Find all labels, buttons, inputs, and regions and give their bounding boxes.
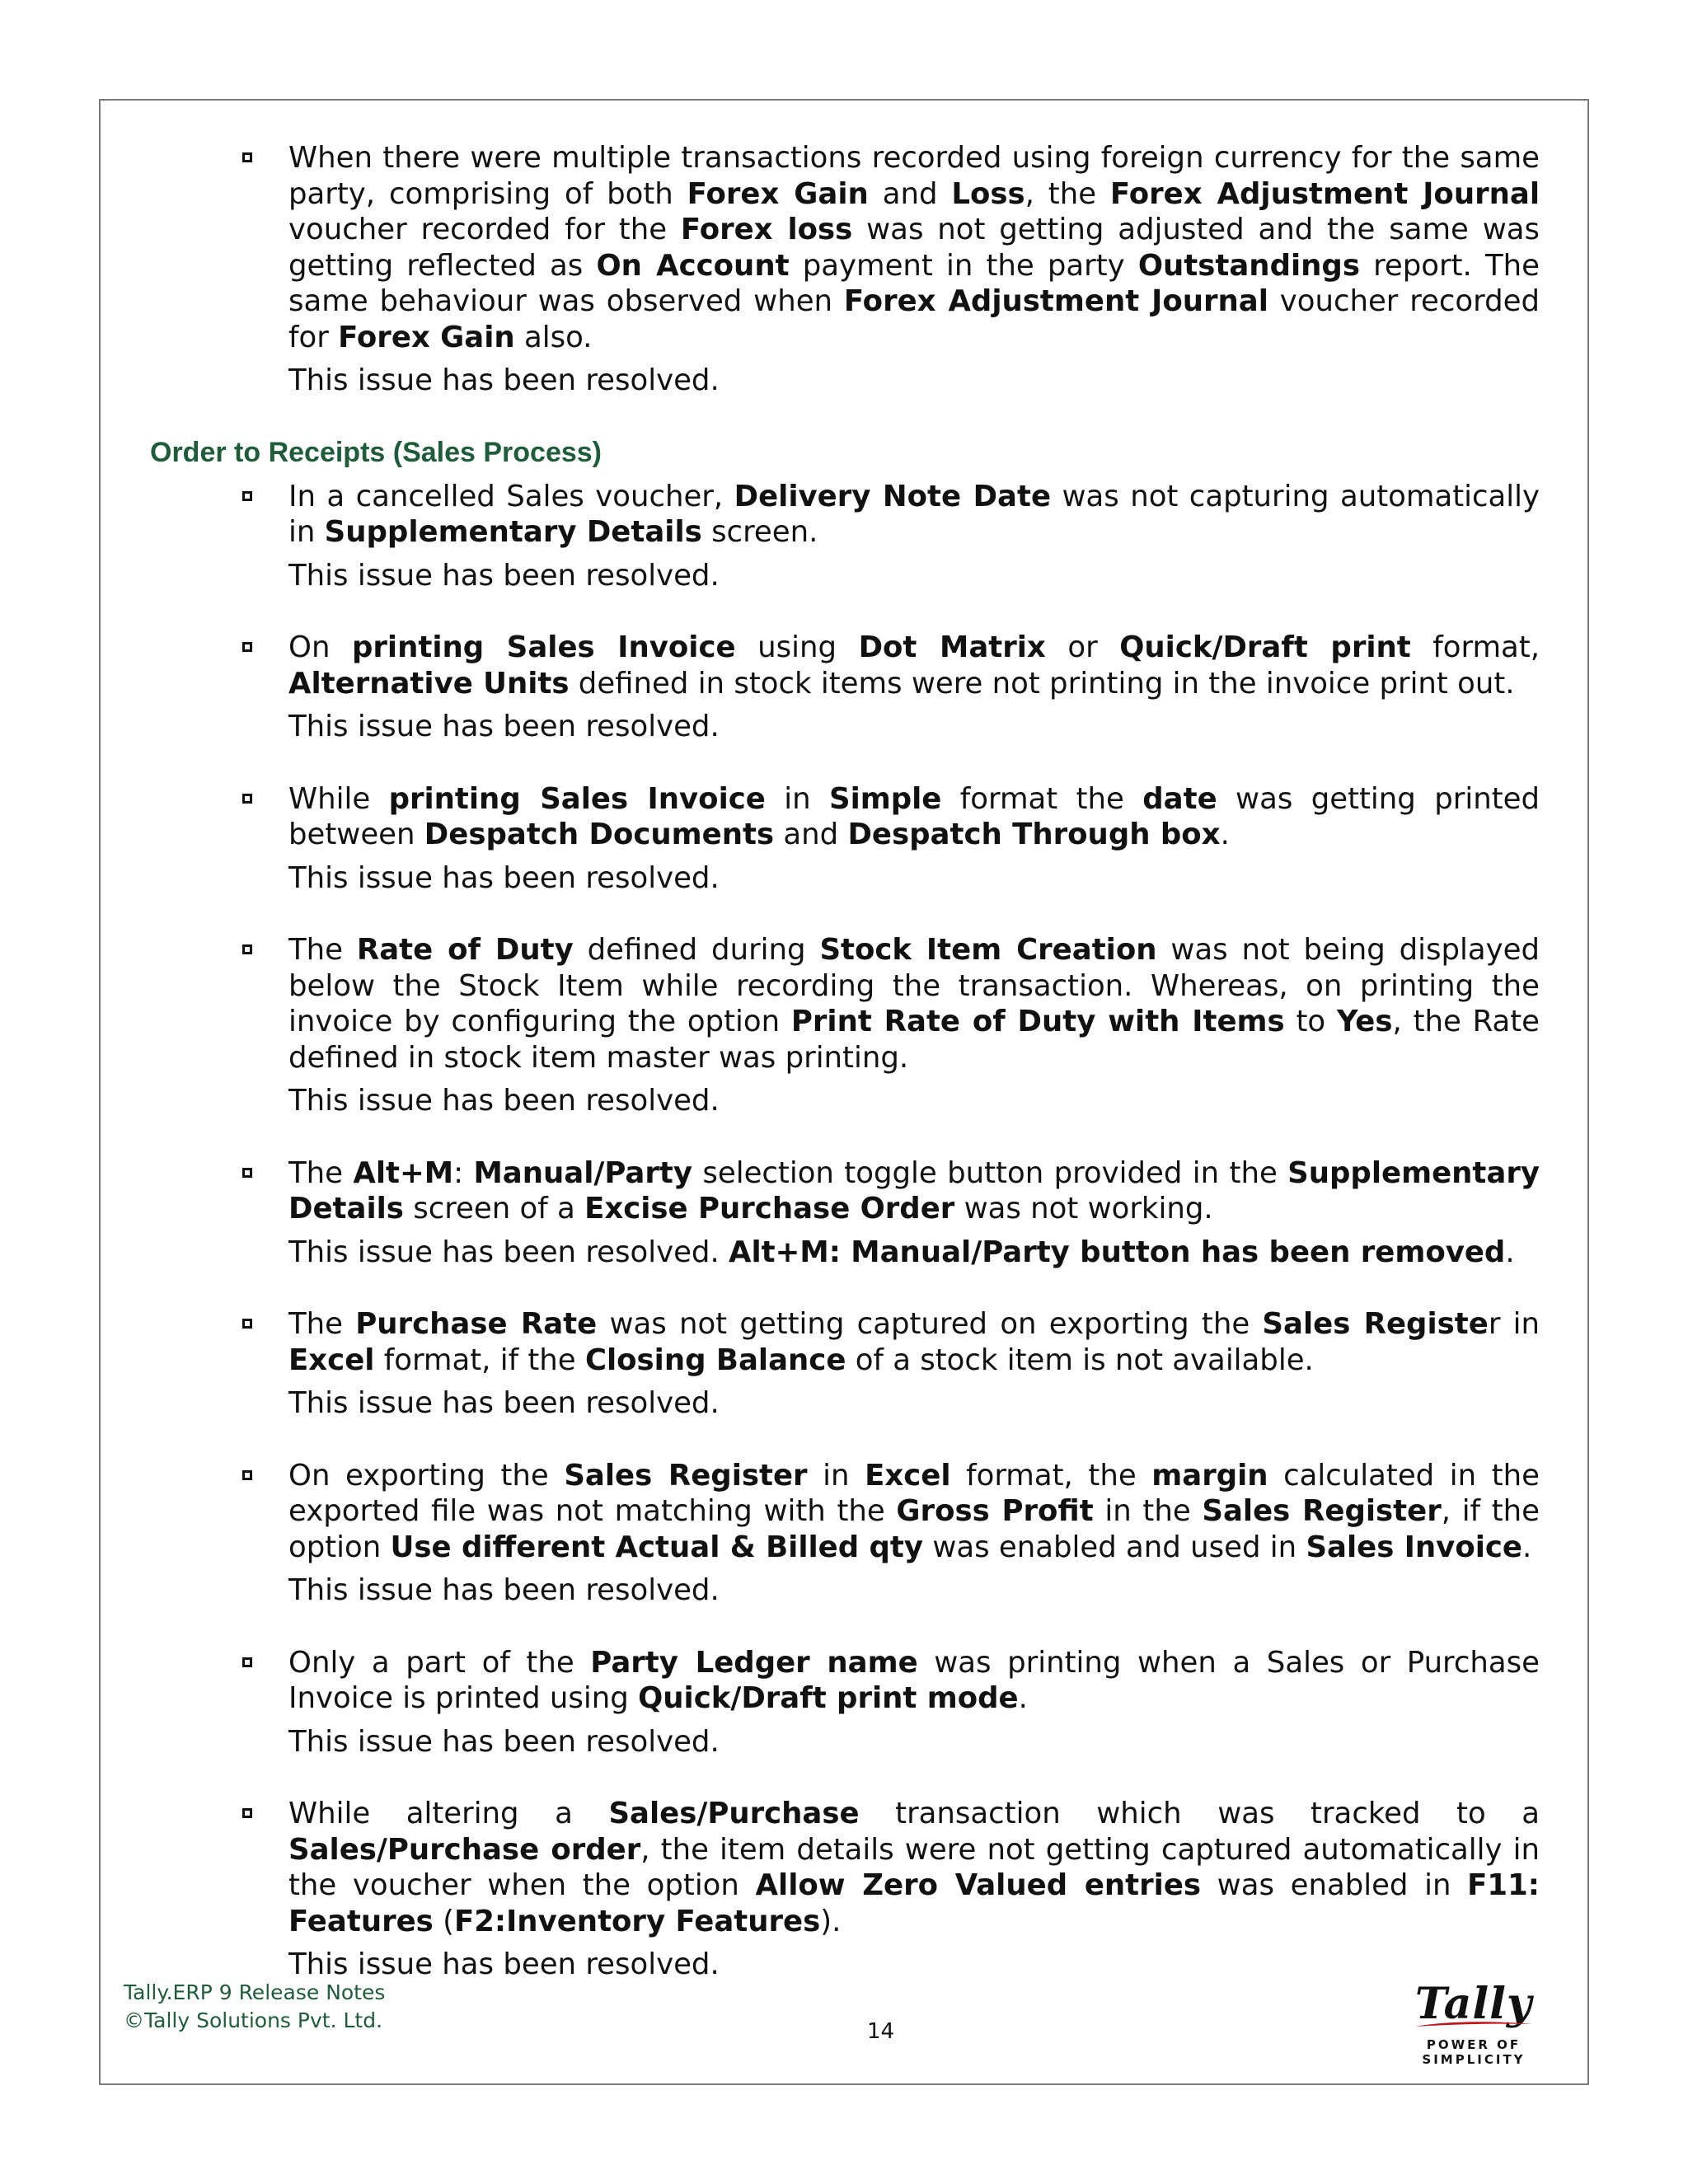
bold-term: date xyxy=(1142,781,1217,816)
text-segment: The xyxy=(288,933,357,967)
bold-term: Excel xyxy=(865,1458,951,1493)
text-segment: On exporting the xyxy=(288,1458,565,1493)
logo-wordmark: Tally xyxy=(1414,1979,1533,2029)
text-segment: was enabled in xyxy=(1201,1868,1468,1902)
bold-term: Simple xyxy=(829,781,942,816)
resolution-note xyxy=(288,1947,1540,1983)
square-bullet-icon xyxy=(242,794,252,804)
resolution-note xyxy=(288,1572,1540,1609)
bold-term: margin xyxy=(1151,1458,1268,1493)
square-bullet-icon xyxy=(242,1470,252,1480)
bold-term: Excise Purchase Order xyxy=(584,1192,955,1226)
bold-term: Quick/Draft print xyxy=(1119,630,1411,664)
section-issue-list xyxy=(150,479,1540,1983)
bold-term: Forex Adjustment Journal xyxy=(843,284,1268,318)
text-segment: This issue has been resolved. xyxy=(288,860,720,895)
bold-term: Stock Item Creation xyxy=(819,933,1157,967)
text-segment: . xyxy=(1220,818,1230,851)
bold-term: Alt+M: Manual/Party button has been removed xyxy=(729,1235,1506,1269)
square-bullet-icon xyxy=(242,1808,252,1818)
square-bullet-icon xyxy=(242,1657,252,1667)
issue-item xyxy=(150,1458,1540,1609)
text-segment: of a stock item is not available. xyxy=(846,1343,1314,1377)
bold-term: printing Sales Invoice xyxy=(388,781,766,816)
bold-term: On Account xyxy=(596,248,790,283)
page-frame xyxy=(99,99,1589,2085)
intro-issue-list xyxy=(150,140,1540,399)
text-segment: or xyxy=(1045,630,1120,664)
bold-term: Alternative Units xyxy=(288,666,570,701)
bold-term: Party Ledger name xyxy=(590,1645,918,1680)
issue-item xyxy=(150,479,1540,594)
resolution-note xyxy=(288,1385,1540,1422)
issue-description xyxy=(288,479,1540,551)
bold-term: Purchase Rate xyxy=(355,1307,598,1341)
text-segment: in xyxy=(807,1458,865,1493)
text-segment: defined in stock items were not printing in the invoice print out. xyxy=(569,666,1515,701)
section-heading: Order to Receipts (Sales Process) xyxy=(150,436,603,468)
text-segment: transaction which was tracked to a xyxy=(859,1797,1540,1830)
bold-term: Loss xyxy=(951,176,1025,211)
bold-term: Allow Zero Valued entries xyxy=(755,1868,1202,1902)
text-segment: was not being displayed below the Stock Item while recording the transaction. Whereas, on printing the invoice by configuring the option xyxy=(288,933,1540,1038)
text-segment: format, the xyxy=(950,1458,1152,1493)
text-segment: ). xyxy=(820,1904,842,1938)
text-segment: to xyxy=(1284,1005,1337,1038)
bold-term: Sales/Purchase xyxy=(608,1797,860,1830)
issue-description xyxy=(288,630,1540,701)
bold-term: Use different Actual & Billed qty xyxy=(390,1530,924,1564)
bold-term: F11: Features xyxy=(288,1868,1540,1938)
text-segment: in xyxy=(765,781,829,816)
bold-term: Print Rate of Duty with Items xyxy=(790,1005,1285,1038)
bold-term: Quick/Draft print mode xyxy=(638,1681,1019,1715)
bold-term: Forex Adjustment Journal xyxy=(1109,176,1540,211)
footer-credits xyxy=(124,1979,385,2035)
text-segment: , the Rate defined in stock item master was printing. xyxy=(288,1005,1540,1075)
tally-logo xyxy=(1383,1980,1564,2070)
bold-term: Supplementary Details xyxy=(288,1155,1540,1226)
text-segment: was not getting captured on exporting the xyxy=(597,1307,1263,1341)
text-segment: in the xyxy=(1093,1494,1203,1528)
text-segment: This issue has been resolved. xyxy=(288,1084,720,1118)
bold-term: Forex Gain xyxy=(687,176,869,211)
text-segment: This issue has been resolved. xyxy=(288,1235,729,1269)
text-segment: . xyxy=(1505,1235,1515,1269)
footer-copyright: ©Tally Solutions Pvt. Ltd. xyxy=(124,2008,383,2032)
release-notes-content xyxy=(150,140,1540,1983)
issue-description xyxy=(288,1458,1540,1566)
bold-term: Rate of Duty xyxy=(356,933,574,967)
bold-term: Despatch Through box xyxy=(847,818,1221,851)
bold-term: Yes xyxy=(1336,1005,1393,1038)
text-segment: On xyxy=(288,630,352,664)
bold-term: Supplementary Details xyxy=(324,515,702,549)
text-segment: , the item details were not getting captured automatically in the voucher when the option xyxy=(288,1832,1540,1902)
square-bullet-icon xyxy=(242,1168,252,1178)
bold-term: Forex Gain xyxy=(338,320,515,354)
bold-term: Excel xyxy=(288,1343,375,1377)
text-segment: ( xyxy=(433,1904,454,1938)
text-segment: calculated in the exported file was not matching with the xyxy=(288,1458,1540,1528)
bold-term: Delivery Note Date xyxy=(734,479,1052,513)
text-segment: Only a part of the xyxy=(288,1645,591,1680)
text-segment: was enabled and used in xyxy=(923,1530,1306,1564)
text-segment: was printing when a Sales or Purchase Invoice is printed using xyxy=(288,1645,1540,1715)
bold-term: Manual/Party xyxy=(473,1155,692,1190)
text-segment: : xyxy=(453,1155,474,1190)
issue-item xyxy=(150,140,1540,399)
text-segment: screen. xyxy=(701,515,818,549)
text-segment: payment in the party xyxy=(789,248,1138,283)
bold-term: Sales Register xyxy=(564,1458,808,1493)
issue-item xyxy=(150,1796,1540,1983)
resolution-note xyxy=(288,363,1540,399)
issue-description xyxy=(288,1306,1540,1378)
text-segment: This issue has been resolved. xyxy=(288,1386,720,1420)
text-segment: and xyxy=(868,176,952,211)
text-segment: This issue has been resolved. xyxy=(288,1724,720,1759)
bold-term: Dot Matrix xyxy=(858,630,1046,664)
bold-term: Sales Invoice xyxy=(1306,1530,1522,1564)
issue-description xyxy=(288,932,1540,1076)
text-segment: was not capturing automatically in xyxy=(288,479,1540,549)
square-bullet-icon xyxy=(242,1319,252,1329)
text-segment: , if the option xyxy=(288,1494,1540,1564)
text-segment: was not getting adjusted and the same was getting reflected as xyxy=(288,213,1540,283)
resolution-note xyxy=(288,558,1540,594)
text-segment: also. xyxy=(514,320,593,354)
text-segment: format, xyxy=(1410,630,1540,664)
footer-release-notes: Tally.ERP 9 Release Notes xyxy=(124,1980,386,2004)
text-segment: defined during xyxy=(573,933,820,967)
text-segment: voucher recorded for xyxy=(288,284,1540,354)
resolution-note xyxy=(288,709,1540,745)
text-segment: This issue has been resolved. xyxy=(288,363,720,397)
text-segment: voucher recorded for the xyxy=(288,213,681,246)
square-bullet-icon xyxy=(242,642,252,652)
resolution-note xyxy=(288,1235,1540,1271)
issue-description xyxy=(288,1645,1540,1717)
text-segment: report. The same behaviour was observed when xyxy=(288,248,1540,318)
text-segment: and xyxy=(774,818,848,851)
bold-term: printing Sales Invoice xyxy=(351,630,736,664)
text-segment: . xyxy=(1522,1530,1532,1564)
bold-term: Gross Profit xyxy=(896,1494,1094,1528)
text-segment: screen of a xyxy=(403,1192,585,1226)
text-segment: This issue has been resolved. xyxy=(288,1947,720,1981)
issue-item xyxy=(150,781,1540,897)
text-segment: format, if the xyxy=(374,1343,585,1377)
logo-tagline: POWER OF SIMPLICITY xyxy=(1422,2037,1526,2067)
text-segment: The xyxy=(288,1155,354,1190)
bold-term: Sales Register xyxy=(1202,1494,1442,1528)
text-segment: , the xyxy=(1025,176,1110,211)
resolution-note xyxy=(288,1083,1540,1119)
issue-description xyxy=(288,781,1540,853)
resolution-note xyxy=(288,1724,1540,1760)
bold-term: Outstandings xyxy=(1137,248,1360,283)
issue-item xyxy=(150,1306,1540,1422)
square-bullet-icon xyxy=(242,944,252,954)
text-segment: using xyxy=(735,630,859,664)
text-segment: format the xyxy=(941,781,1143,816)
text-segment: selection toggle button provided in the xyxy=(692,1155,1288,1190)
text-segment: was not working. xyxy=(954,1192,1213,1226)
text-segment: The xyxy=(288,1307,356,1341)
text-segment: r in xyxy=(1488,1307,1540,1341)
text-segment: . xyxy=(1018,1681,1028,1715)
bold-term: Sales/Purchase order xyxy=(288,1832,641,1867)
issue-item xyxy=(150,630,1540,745)
text-segment: was getting printed between xyxy=(288,781,1540,851)
issue-description xyxy=(288,140,1540,355)
square-bullet-icon xyxy=(242,491,252,501)
issue-item xyxy=(150,1155,1540,1271)
text-segment: This issue has been resolved. xyxy=(288,710,720,743)
text-segment: This issue has been resolved. xyxy=(288,1573,720,1607)
issue-item xyxy=(150,1645,1540,1760)
issue-item xyxy=(150,932,1540,1119)
square-bullet-icon xyxy=(242,152,252,162)
text-segment: While altering a xyxy=(288,1797,609,1830)
issue-description xyxy=(288,1155,1540,1227)
bold-term: F2:Inventory Features xyxy=(453,1904,821,1938)
bold-term: Forex loss xyxy=(680,213,853,246)
page-number: 14 xyxy=(867,2019,895,2044)
text-segment: In a cancelled Sales voucher, xyxy=(288,479,734,513)
bold-term: Despatch Documents xyxy=(424,818,775,851)
resolution-note xyxy=(288,860,1540,897)
text-segment: This issue has been resolved. xyxy=(288,558,720,593)
text-segment: While xyxy=(288,781,389,816)
bold-term: Alt+M xyxy=(353,1155,454,1190)
bold-term: Sales Registe xyxy=(1262,1307,1489,1341)
bold-term: Closing Balance xyxy=(584,1343,846,1377)
text-segment: When there were multiple transactions recorded using foreign currency for the same party, comprising of both xyxy=(288,141,1540,211)
issue-description xyxy=(288,1796,1540,1939)
